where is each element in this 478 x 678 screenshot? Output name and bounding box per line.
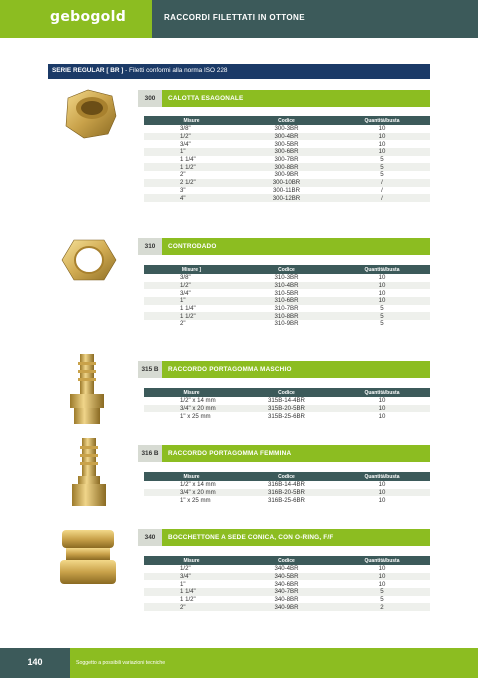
series-banner (48, 64, 430, 79)
table-row (144, 140, 430, 148)
column-header: Codice (239, 116, 334, 125)
table-row (144, 320, 430, 328)
product-table (144, 116, 430, 202)
size-cell: 1" (144, 148, 239, 156)
qty-cell: 5 (380, 596, 384, 604)
section-code-box (138, 361, 162, 378)
qty-cell: 10 (378, 289, 386, 297)
table-row (144, 274, 430, 282)
size-cell: 1" (144, 297, 239, 305)
table-row (144, 588, 430, 596)
code-cell: 300-9BR (274, 171, 299, 179)
product-table (144, 265, 430, 328)
section-code-box (138, 238, 162, 255)
section-header (138, 90, 430, 107)
column-header: Quantità/busta (334, 556, 430, 565)
section-name-box (162, 361, 430, 378)
section-code-box (138, 90, 162, 107)
table-row (144, 148, 430, 156)
section-header (138, 361, 430, 378)
table-row (144, 305, 430, 313)
code-cell: 300-7BR (274, 156, 299, 164)
size-cell: 2" (180, 320, 186, 328)
section-code-box (138, 529, 162, 546)
brand-logo: gebogold (50, 9, 127, 25)
section-name-box (162, 238, 430, 255)
column-header: Codice (239, 265, 334, 274)
section-header (138, 445, 430, 462)
section-code: 310 (144, 243, 156, 250)
product-table (144, 472, 430, 504)
qty-cell: 5 (380, 156, 384, 164)
hex-nut-cap-image (62, 88, 120, 140)
size-cell: 3/4" (180, 289, 191, 297)
size-cell: 1/2" (144, 282, 239, 290)
qty-cell: 10 (334, 573, 430, 581)
page-number-box (0, 648, 70, 678)
qty-cell: 10 (334, 297, 430, 305)
table-row (144, 603, 430, 611)
table-row (144, 289, 430, 297)
code-cell: 315B-14-4BR (268, 397, 305, 405)
section-name: RACCORDO PORTAGOMMA MASCHIO (168, 366, 292, 373)
column-header: Misure (144, 388, 239, 397)
section-name: RACCORDO PORTAGOMMA FEMMINA (168, 450, 292, 457)
table-header-row (144, 472, 430, 481)
code-cell: 300-11BR (273, 186, 300, 194)
qty-cell: 10 (378, 140, 386, 148)
code-cell: 316B-20-5BR (239, 489, 334, 497)
code-cell: 316B-14-4BR (268, 481, 305, 489)
code-cell: 310-9BR (274, 320, 299, 328)
size-cell: 1" (180, 580, 186, 588)
code-cell: 300-8BR (239, 163, 334, 171)
code-cell: 310-7BR (274, 305, 299, 313)
product-table (144, 556, 430, 611)
code-cell: 340-7BR (239, 588, 334, 596)
table-row (144, 405, 430, 413)
page-header (0, 0, 478, 38)
size-cell: 3" (180, 186, 186, 194)
footer-note-box (70, 648, 478, 678)
code-cell: 310-5BR (274, 289, 299, 297)
table-row (144, 412, 430, 420)
size-cell: 1 1/4" (180, 305, 196, 313)
code-cell: 310-6BR (239, 297, 334, 305)
column-header: Quantità/busta (334, 265, 430, 274)
section-name: CONTRODADO (168, 243, 217, 250)
section-name-box (162, 445, 430, 462)
table-row (144, 496, 430, 504)
code-cell: 340-5BR (239, 573, 334, 581)
table-row (144, 282, 430, 290)
column-header: Codice (239, 388, 334, 397)
table-row (144, 163, 430, 171)
qty-cell: 10 (334, 148, 430, 156)
size-cell: 2 1/2" (144, 179, 239, 187)
column-header: Codice (239, 472, 334, 481)
code-cell: 340-8BR (274, 596, 299, 604)
qty-cell: 10 (334, 133, 430, 141)
size-cell: 3/4" (180, 140, 191, 148)
qty-cell: 5 (334, 312, 430, 320)
section-name: BOCCHETTONE A SEDE CONICA, CON O-RING, F/F (168, 534, 334, 541)
size-cell: 1" x 25 mm (180, 496, 211, 504)
code-cell: 310-8BR (239, 312, 334, 320)
size-cell: 1/2" (180, 565, 191, 573)
table-row (144, 194, 430, 202)
male-hose-fitting-image (66, 352, 108, 426)
code-cell: 340-4BR (274, 565, 299, 573)
table-header-row (144, 388, 430, 397)
qty-cell: 10 (378, 496, 386, 504)
table-row (144, 565, 430, 573)
qty-cell: 10 (378, 565, 386, 573)
table-row (144, 156, 430, 164)
qty-cell: 5 (380, 171, 384, 179)
table-row (144, 397, 430, 405)
female-hose-fitting-image (68, 436, 110, 508)
size-cell: 4" (144, 194, 239, 202)
size-cell: 1/2" x 14 mm (180, 481, 216, 489)
qty-cell: 10 (378, 125, 386, 133)
code-cell: 315B-25-6BR (268, 412, 305, 420)
size-cell: 3/4" x 20 mm (144, 405, 239, 413)
qty-cell: 5 (380, 305, 384, 313)
section-code: 340 (144, 534, 156, 541)
table-row (144, 125, 430, 133)
code-cell: 300-6BR (239, 148, 334, 156)
table-header-row (144, 116, 430, 125)
code-cell: 300-12BR (239, 194, 334, 202)
table-row (144, 297, 430, 305)
section-header (138, 529, 430, 546)
qty-cell: 10 (334, 282, 430, 290)
size-cell: 1" x 25 mm (180, 412, 211, 420)
section-name-box (162, 90, 430, 107)
size-cell: 3/4" (144, 573, 239, 581)
table-row (144, 171, 430, 179)
qty-cell: 10 (378, 580, 386, 588)
qty-cell: 5 (380, 320, 384, 328)
qty-cell: 10 (334, 405, 430, 413)
page-footer (0, 648, 478, 678)
qty-cell: 5 (334, 588, 430, 596)
section-name-box (162, 529, 430, 546)
table-row (144, 573, 430, 581)
qty-cell: 10 (378, 274, 386, 282)
column-header: Quantità/busta (334, 116, 430, 125)
section-code: 315 B (141, 366, 159, 373)
column-header: Quantità/busta (334, 388, 430, 397)
table-row (144, 133, 430, 141)
qty-cell: / (381, 186, 383, 194)
section-code-box (138, 445, 162, 462)
size-cell: 1/2" x 14 mm (180, 397, 216, 405)
size-cell: 1 1/4" (180, 156, 196, 164)
code-cell: 340-6BR (274, 580, 299, 588)
section-code: 316 B (141, 450, 159, 457)
qty-cell: 10 (378, 412, 386, 420)
table-row (144, 179, 430, 187)
footer-note: Soggetto a possibili variazioni tecniche (76, 660, 166, 666)
size-cell: 1/2" (144, 133, 239, 141)
size-cell: 1 1/4" (144, 588, 239, 596)
code-cell: 340-9BR (239, 603, 334, 611)
qty-cell: 10 (378, 481, 386, 489)
qty-cell: 5 (334, 163, 430, 171)
column-header: Misure (144, 472, 239, 481)
column-header: Misure (144, 116, 239, 125)
qty-cell: 10 (334, 489, 430, 497)
code-cell: 300-3BR (274, 125, 299, 133)
qty-cell: / (334, 179, 430, 187)
column-header: Misure (144, 556, 239, 565)
series-text (52, 67, 227, 74)
code-cell: 300-5BR (274, 140, 299, 148)
product-table (144, 388, 430, 420)
table-row (144, 481, 430, 489)
code-cell: 316B-25-6BR (268, 496, 305, 504)
series-description: - Filetti conformi alla norma ISO 228 (123, 67, 228, 74)
code-cell: 300-4BR (239, 133, 334, 141)
size-cell: 1 1/2" (180, 596, 196, 604)
series-label: SERIE REGULAR [ BR ] (52, 67, 124, 74)
header-title-box (152, 0, 478, 38)
code-cell: 315B-20-5BR (239, 405, 334, 413)
table-row (144, 580, 430, 588)
lock-nut-image (60, 236, 118, 284)
qty-cell: 10 (378, 397, 386, 405)
size-cell: 2" (180, 171, 186, 179)
table-row (144, 596, 430, 604)
page-title: RACCORDI FILETTATI IN OTTONE (164, 13, 305, 22)
size-cell: 3/8" (180, 125, 191, 133)
code-cell: 310-3BR (274, 274, 299, 282)
size-cell: 1 1/2" (144, 312, 239, 320)
table-row (144, 312, 430, 320)
size-cell: 3/4" x 20 mm (144, 489, 239, 497)
page-number: 140 (27, 657, 43, 667)
size-cell: 3/8" (180, 274, 191, 282)
table-row (144, 187, 430, 195)
column-header: Quantità/busta (334, 472, 430, 481)
column-header: Misure ] (144, 265, 239, 274)
section-header (138, 238, 430, 255)
table-row (144, 489, 430, 497)
code-cell: 310-4BR (239, 282, 334, 290)
section-code: 300 (144, 95, 156, 102)
qty-cell: / (334, 194, 430, 202)
logo-box (0, 0, 152, 38)
section-name: CALOTTA ESAGONALE (168, 95, 244, 102)
table-header-row (144, 556, 430, 565)
union-fitting-image (56, 526, 120, 588)
code-cell: 300-10BR (239, 179, 334, 187)
column-header: Codice (239, 556, 334, 565)
qty-cell: 2 (334, 603, 430, 611)
table-header-row (144, 265, 430, 274)
size-cell: 1 1/2" (144, 163, 239, 171)
size-cell: 2" (144, 603, 239, 611)
